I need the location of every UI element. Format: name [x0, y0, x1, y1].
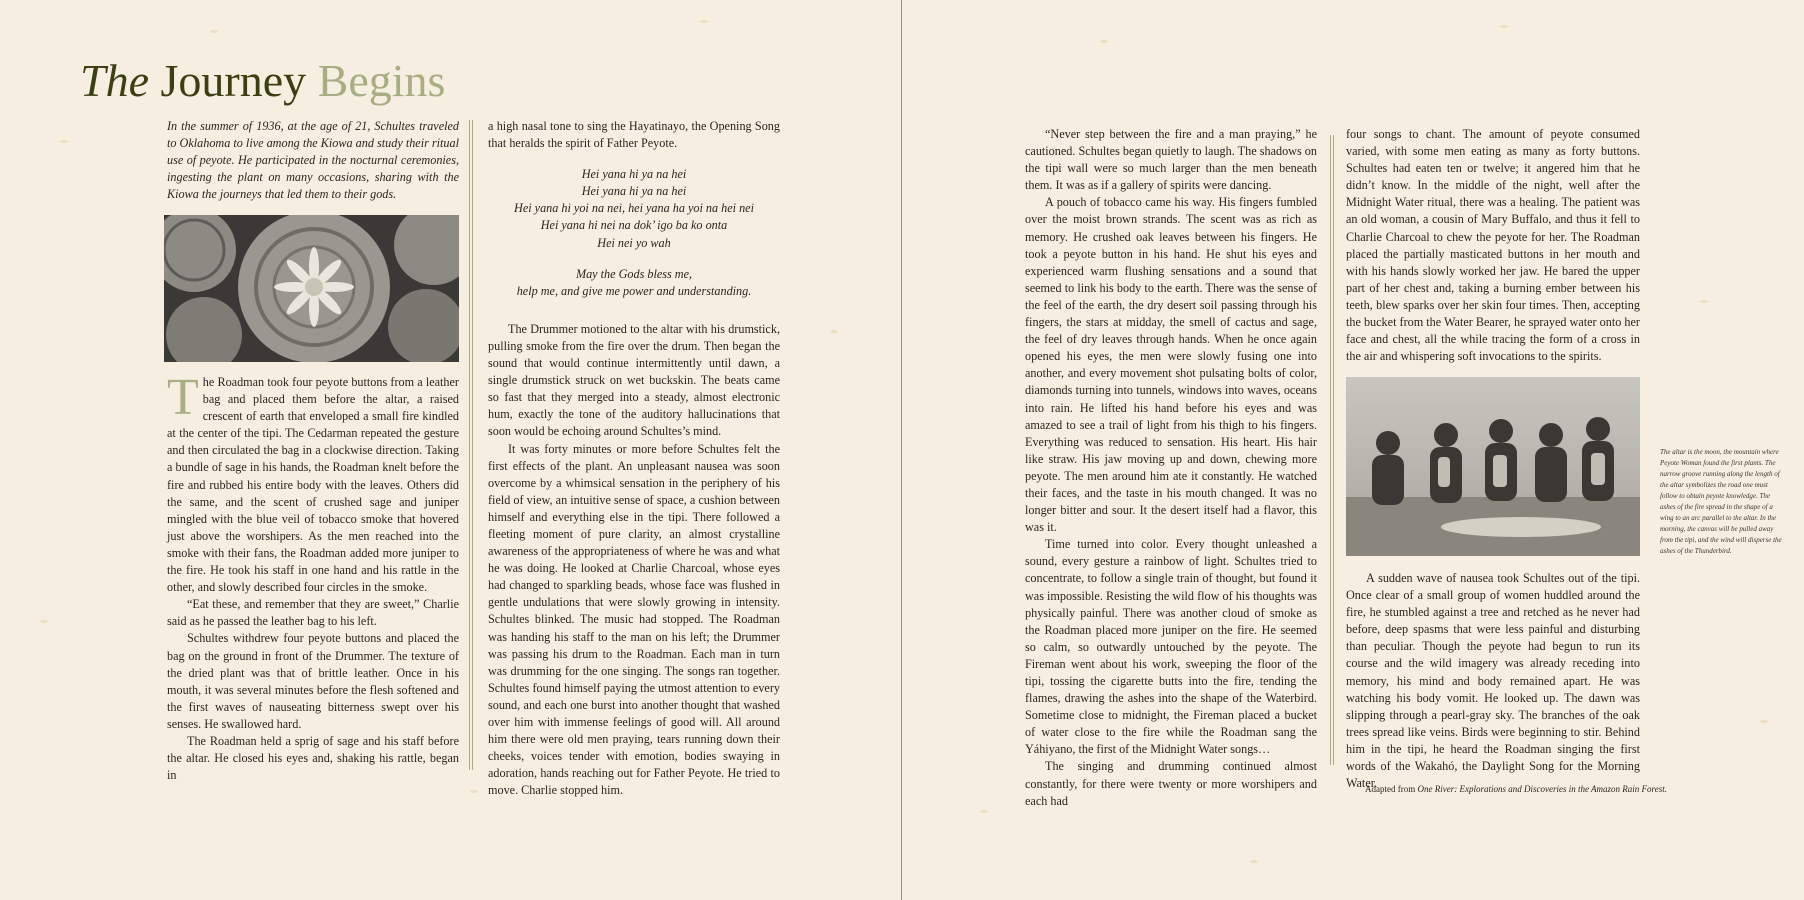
column-1: [167, 118, 459, 203]
song-line: Hei nei yo wah: [597, 235, 671, 250]
paragraph: A pouch of tobacco came his way. His fingers fumbled over the moist brown strands. The scent was as rich as memory. He crushed oak leaves between his fingers. He took a peyote button in his hand. He shut his eyes and experienced warm flushing sensations and a sound that seemed to link his body to the earth. There was the sense of the feel of the earth, the dry desert soil passing through his fingers, the stars at midday, the smell of cactus and sage, the feel of dry leaves through hands. When he once again opened his eyes, the men were slowly fusing one into another, and every movement shot pulsating bolts of color, diamonds turning into tunnels, windows into waves, oceans into rain. He lifted his hand before his eyes and was amazed to see a trail of light from his thigh to his fingers. Everything was reduced to sensation. His heart. His hair like straw. His jaw moving up and down, chewing more peyote. The men around him ate it constantly. He watched their faces, and the taste in his mouth changed. It was no longer bitter and sour. It the desert itself had a flavor, this was it.: [1025, 195, 1317, 535]
page-gutter-divider: [901, 0, 902, 900]
opening-song: [488, 166, 780, 251]
song-line: Hei yana hi ya na hei: [581, 184, 687, 199]
source-credit: Adapted from One River: Explorations and Discoveries in the Amazon Rain Forest.: [1365, 784, 1667, 794]
song-line: Hei yana hi yoi na nei, hei yana ha yoi na hei nei: [514, 201, 754, 216]
column-4-lower: [1346, 570, 1640, 792]
ceremony-illustration: [1346, 377, 1640, 556]
paragraph: “Never step between the fire and a man praying,” he cautioned. Schultes began quietly to laugh. The shadows on the tipi wall were so much larger than the men beneath them. It was as if a gallery of spirits were dancing.: [1025, 127, 1317, 193]
prayer: [488, 266, 780, 300]
column-4: [1346, 126, 1640, 365]
peyote-cactus-photo: [164, 215, 459, 362]
cactus-illustration: [164, 215, 459, 362]
kiowa-peyote-ceremony-photo: [1346, 377, 1640, 556]
intro-paragraph: In the summer of 1936, at the age of 21, Schultes traveled to Oklahoma to live among the Kiowa and study their ritual use of peyote. He participated in the nocturnal ceremonies, ingesting the plant on many occasions, sharing with the Kiowa the journeys that led them to their gods.: [167, 119, 459, 202]
column-1-body: [167, 369, 459, 784]
paragraph: It was forty minutes or more before Schultes felt the first effects of the plant. An unpleasant nausea was soon overcome by a whimsical sensation in the periphery of his field of view, an intuitive sense of space, a cushion between himself and everything else in the tipi. There followed a fleeting moment of pure clarity, an almost crystalline awareness of the appropriateness of where he was and what he was doing. He looked at Charlie Charcoal, whose eyes had changed to sparkling beads, whose face was flushed in gentle undulations that were slowly growing in intensity. Schultes blinked. The music had stopped. The Roadman was handing his staff to the man on his left; the Drummer was passing his drum to the Roadman. Each man in turn was drumming for the one singing. The songs ran together. Schultes found himself paying the utmost attention to every sound, and each one burst into another thought that washed over him with immense feelings of good will. All around him there were old men praying, tears running down their cheeks, voices tender with emotion, bodies swaying in adoration, hands reaching out for Father Peyote. He tried to move. Charlie stopped him.: [488, 441, 780, 798]
prayer-line: May the Gods bless me,: [575, 266, 693, 281]
source-title: One River: Explorations and Discoveries in the Amazon Rain Forest.: [1417, 784, 1667, 794]
paragraph: The singing and drumming continued almost constantly, for there were twenty or more worshipers and each had: [1025, 759, 1317, 808]
paragraph: Schultes withdrew four peyote buttons and placed the bag on the ground in front of the Drummer. The texture of the dried plant was that of brittle leather. Once in his mouth, it was several minutes before the flesh softened and the first waves of nauseating bitterness swept over his senses. He swallowed hard.: [167, 631, 459, 731]
drop-cap: T: [167, 369, 199, 426]
paragraph: a high nasal tone to sing the Hayatinayo, the Opening Song that heralds the spirit of Father Peyote.: [488, 119, 780, 151]
column-2: [488, 118, 780, 799]
title-word-begins: Begins: [317, 55, 446, 106]
paragraph: four songs to chant. The amount of peyote consumed varied, with some men eating as many as forty buttons. Schultes had eaten ten or twelve; it angered him that he didn’t know. In the middle of the night, well after the Midnight Water ritual, there was a healing. The patient was an old woman, a cousin of Mary Buffalo, and thus it fell to Charlie Charcoal to chew the peyote for her. The Roadman placed the partially masticated buttons in her mouth and with his hands slowly worked her jaw. He bared the upper part of her chest and, taking a burning ember between his teeth, blew sparks over her skin four times. Then, accepting the bucket from the Water Bearer, he sprayed water onto her face and chest, all the while tracing the form of a cross in the air and whispering soft invocations to the spirits.: [1346, 127, 1640, 364]
title-word-journey: Journey: [160, 55, 307, 106]
paragraph: A sudden wave of nausea took Schultes out of the tipi. Once clear of a small group of women huddled around the fire, he stumbled against a tree and retched as he never had before, deep spasms that were less painful and disturbing than peculiar. Though the peyote had begun to run its course and the wild imagery was already receding into memory, his mind and body remained apart. He was watching his body vomit. He looked up. The dawn was slipping through a pearl-gray sky. The branches of the oak trees spread like veins. Birds were beginning to stir. Behind him in the tipi, he heard the Roadman singing the first words of the Wakahó, the Daylight Song for the Morning Water.: [1346, 571, 1640, 791]
title-word-the: The: [80, 55, 149, 106]
paragraph: The Roadman held a sprig of sage and his staff before the altar. He closed his eyes and, shaking his rattle, began in: [167, 733, 459, 783]
prayer-line: help me, and give me power and understanding.: [516, 283, 752, 298]
page-title: [80, 52, 445, 110]
song-line: Hei yana hi ya na hei: [581, 167, 687, 182]
paragraph: The Roadman took four peyote buttons from a leather bag and placed them before the altar, a raised crescent of earth that enveloped a small fire kindled at the center of the tipi. The Cedarman repeated the gesture and then circulated the bag in a clockwise direction. Taking a bundle of sage in his hands, the Roadman knelt before the fire and rubbed his entire body with the leaves. Others did the same, and the scent of crushed sage and juniper mingled with the blue veil of tobacco smoke that hovered just above the worshipers. As the men reached into the smoke with their fans, the Roadman added more juniper to the fire. He took his staff in one hand and his rattle in the other, and slowly described four circles in the smoke.: [167, 369, 459, 595]
column-rule: [1330, 135, 1334, 765]
column-rule: [469, 120, 473, 770]
song-line: Hei yana hi nei na dok’ igo ba ko onta: [540, 218, 728, 233]
paragraph: “Eat these, and remember that they are sweet,” Charlie said as he passed the leather bag to his left.: [167, 597, 459, 629]
column-3: [1025, 126, 1317, 810]
paragraph: The Drummer motioned to the altar with his drumstick, pulling smoke from the fire over the drum. Then began the sound that would continue intermittently until dawn, a single drumstick struck on wet buckskin. The beats came so fast that they merged into a steady, almost electronic hum, exactly the tone of the auditory hallucinations that soon would be echoing around Schultes’s mind.: [488, 321, 780, 439]
paragraph: Time turned into color. Every thought unleashed a sound, every gesture a rainbow of light. Schultes tried to concentrate, to follow a single train of thought, but found it was impossible. Resisting the wild flow of his thoughts was physically painful. There was another cloud of smoke as the Roadman placed more juniper on the fire. He seemed so calm, so outwardly untouched by the peyote. The Fireman went about his work, sweeping the floor of the tipi, tossing the cigarette butts into the fire, tending the flames, drawing the ashes into the shape of the Waterbird. Sometime close to midnight, the Fireman placed a bucket of water close to the fire while the Roadman sang the Yáhiyano, the first of the Midnight Water songs…: [1025, 537, 1317, 757]
photo-caption: The altar is the moon, the mountain where Peyote Woman found the first plants. The narrow groove running along the length of the altar symbolizes the road one must follow to obtain peyote knowledge. The ashes of the fire spread in the shape of a wing to an arc parallel to the altar. In the morning, the canvas will be pulled away from the tipi, and the wind will disperse the ashes of the Thunderbird.: [1660, 448, 1782, 555]
